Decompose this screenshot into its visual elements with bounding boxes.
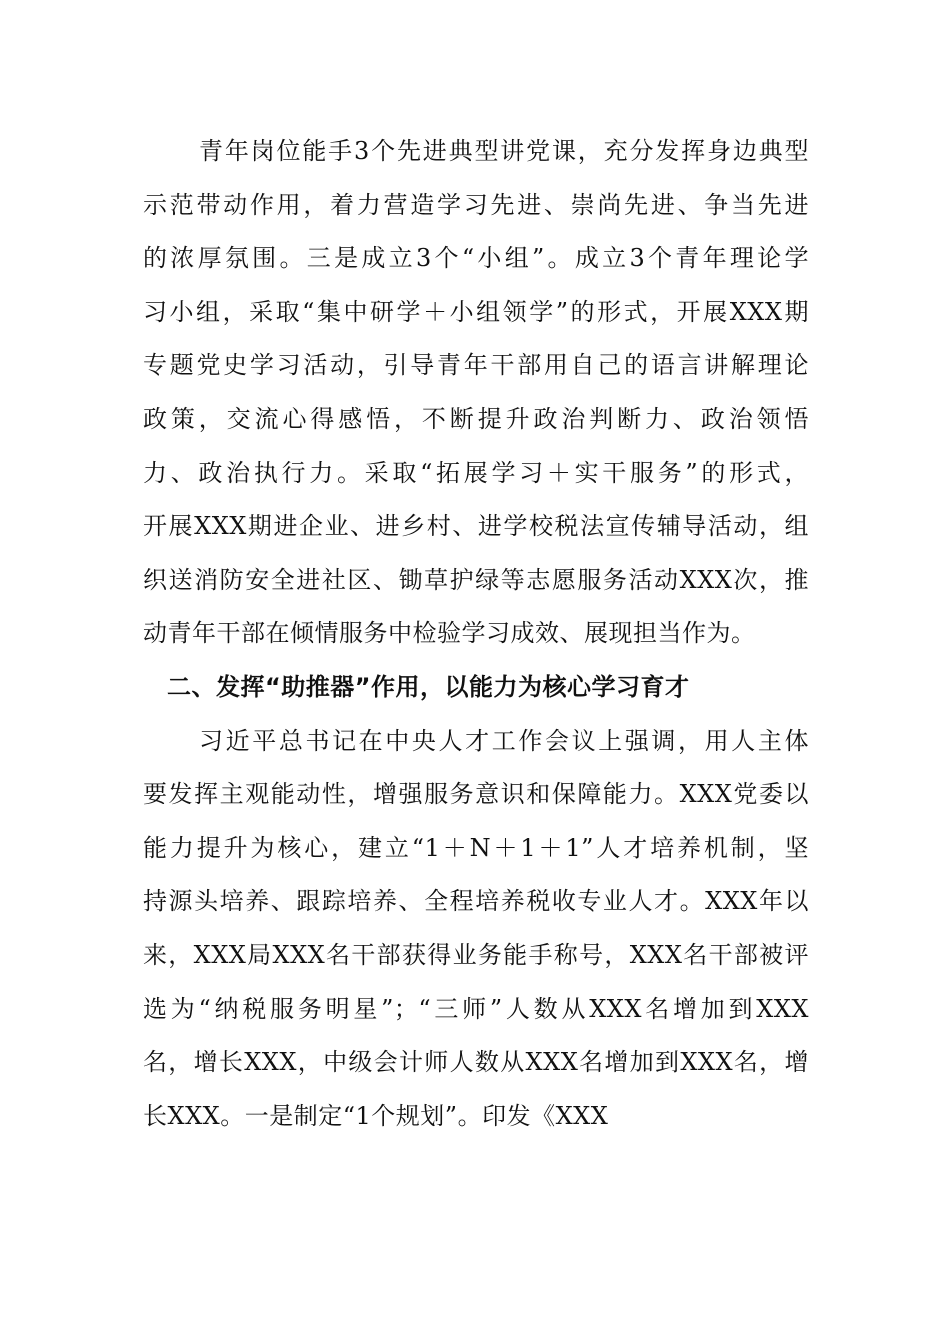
paragraph-line: 动青年干部在倾情服务中检验学习成效、展现担当作为。 — [143, 619, 756, 648]
paragraph-line: 持源头培养、跟踪培养、全程培养税收专业人才。XXX年以 — [143, 887, 809, 916]
paragraph-line: 来，XXX局XXX名干部获得业务能手称号，XXX名干部被评 — [143, 940, 809, 969]
paragraph-line: 政策，交流心得感悟，不断提升政治判断力、政治领悟 — [143, 404, 809, 433]
document-body — [143, 125, 809, 1143]
paragraph-line: 选为“纳税服务明星”；“三师”人数从XXX名增加到XXX — [143, 994, 809, 1023]
paragraph-line: 的浓厚氛围。三是成立3个“小组”。成立3个青年理论学 — [143, 244, 809, 273]
paragraph-line: 专题党史学习活动，引导青年干部用自己的语言讲解理论 — [143, 351, 809, 380]
paragraph-line: 青年岗位能手3个先进典型讲党课，充分发挥身边典型 — [199, 137, 809, 165]
section-heading: 二、发挥“助推器”作用，以能力为核心学习育才 — [167, 672, 690, 701]
paragraph-line: 要发挥主观能动性，增强服务意识和保障能力。XXX党委以 — [143, 780, 809, 809]
paragraph-line: 开展XXX期进企业、进乡村、进学校税法宣传辅导活动，组 — [143, 512, 809, 541]
paragraph-line: 力、政治执行力。采取“拓展学习＋实干服务”的形式， — [143, 458, 809, 487]
paragraph-line: 能力提升为核心，建立“1＋N＋1＋1”人才培养机制，坚 — [143, 833, 809, 862]
paragraph-line: 名，增长XXX，中级会计师人数从XXX名增加到XXX名，增 — [143, 1048, 809, 1077]
paragraph-line: 习小组，采取“集中研学＋小组领学”的形式，开展XXX期 — [143, 297, 809, 326]
paragraph-line: 织送消防安全进社区、锄草护绿等志愿服务活动XXX次，推 — [143, 565, 809, 594]
paragraph-line: 习近平总书记在中央人才工作会议上强调，用人主体 — [199, 726, 809, 755]
paragraph-line: 示范带动作用，着力营造学习先进、崇尚先进、争当先进 — [143, 190, 809, 219]
paragraph-line: 长XXX。一是制定“1个规划”。印发《XXX — [143, 1101, 609, 1130]
